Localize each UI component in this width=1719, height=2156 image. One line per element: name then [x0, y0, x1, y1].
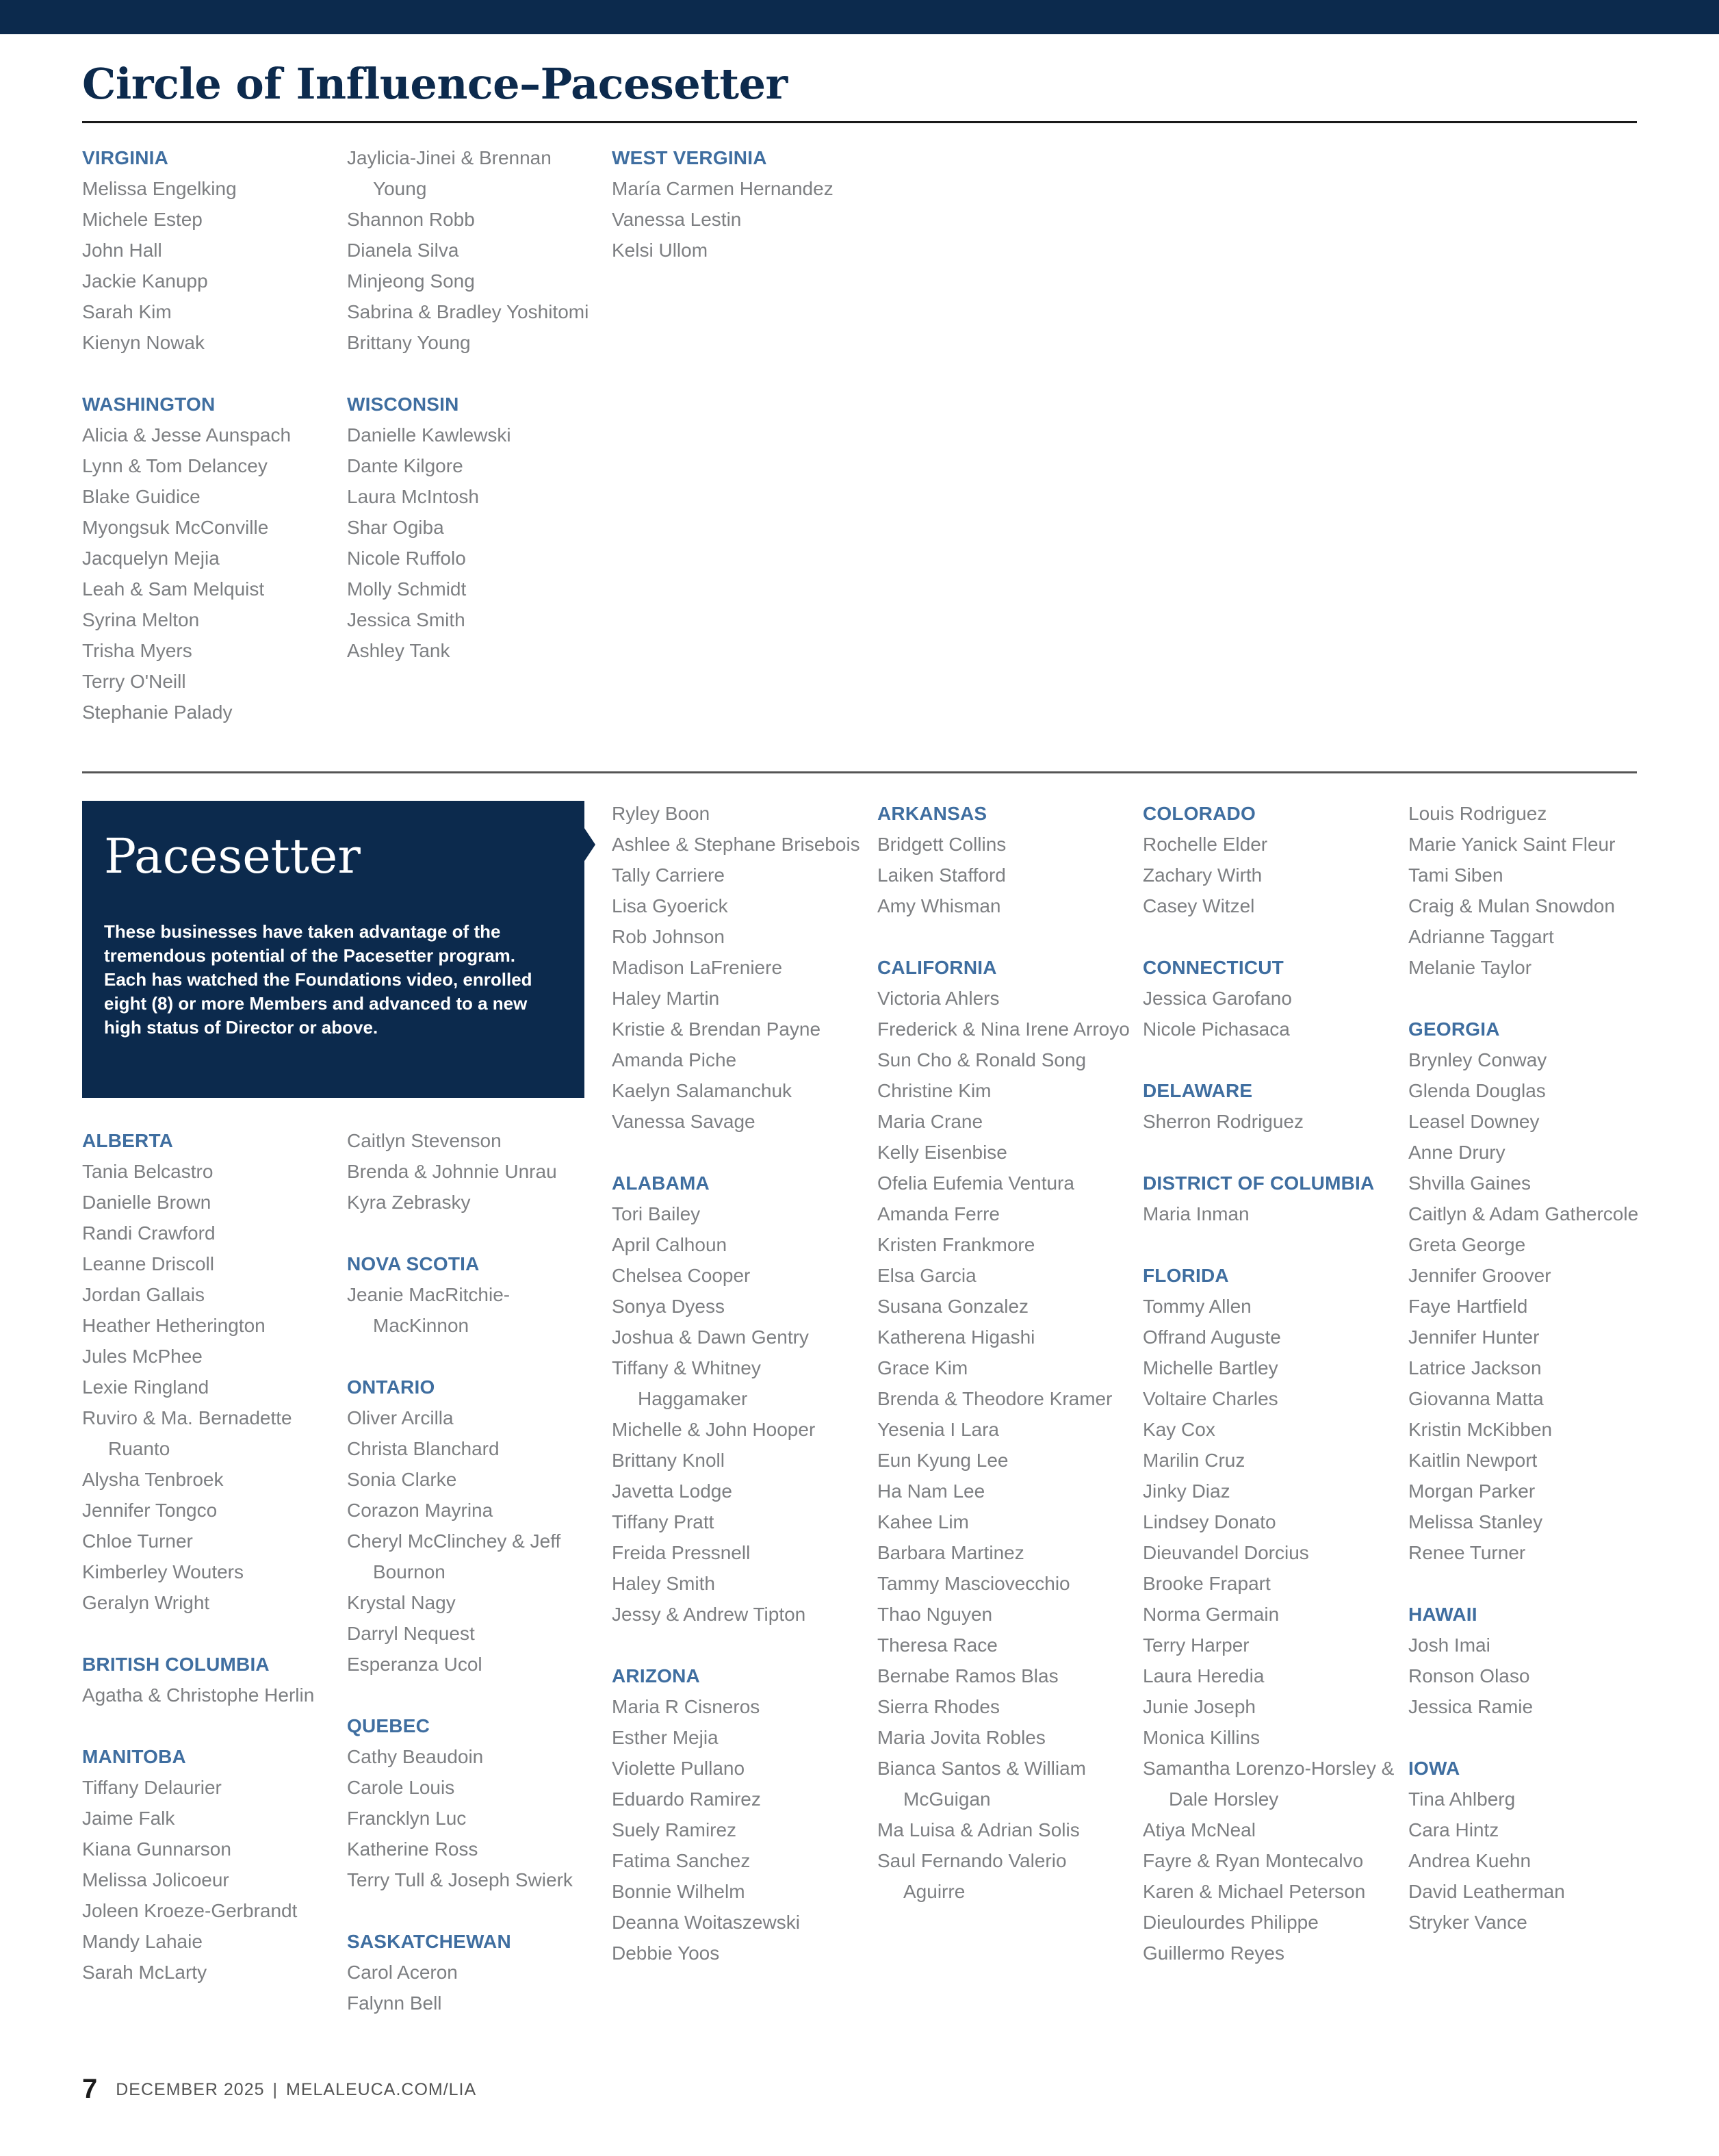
member-name: Lynn & Tom Delancey	[82, 455, 268, 476]
member-name: Caitlyn Stevenson	[347, 1130, 502, 1151]
member-name: Mandy Lahaie	[82, 1931, 203, 1952]
member-name: Laura Heredia	[1143, 1665, 1265, 1686]
member-name: Christine Kim	[877, 1080, 992, 1101]
member-name: Thao Nguyen	[877, 1604, 993, 1625]
name-list	[347, 420, 600, 666]
member-name: Lisa Gyoerick	[612, 895, 728, 916]
member-name: Giovanna Matta	[1408, 1388, 1544, 1409]
name-list	[1143, 829, 1396, 921]
name-list	[347, 1741, 600, 1895]
member-name: Terry Tull & Joseph Swierk	[347, 1869, 573, 1890]
member-name: Vanessa Savage	[612, 1111, 755, 1132]
member-name: Oliver Arcilla	[347, 1407, 454, 1428]
member-name: Josh Imai	[1408, 1634, 1490, 1656]
member-name: Samantha Lorenzo-Horsley & Dale Horsley	[1143, 1758, 1395, 1810]
member-name: Amanda Ferre	[877, 1203, 1000, 1224]
name-list	[1143, 983, 1396, 1044]
member-name: Jacquelyn Mejia	[82, 548, 220, 569]
circle-column-1	[82, 142, 335, 758]
member-name: Casey Witzel	[1143, 895, 1255, 916]
name-list	[1143, 1106, 1396, 1137]
member-name: Maria R Cisneros	[612, 1696, 760, 1717]
state-group	[1408, 1599, 1696, 1722]
name-list	[347, 1125, 600, 1218]
member-name: Geralyn Wright	[82, 1592, 210, 1613]
name-list	[612, 173, 865, 266]
state-group	[347, 1926, 600, 2018]
state-group	[1143, 952, 1396, 1044]
member-name: Kay Cox	[1143, 1419, 1215, 1440]
member-name: Danielle Kawlewski	[347, 424, 511, 446]
member-name: Blake Guidice	[82, 486, 201, 507]
member-name: Kiana Gunnarson	[82, 1838, 231, 1860]
member-name: Ma Luisa & Adrian Solis	[877, 1819, 1080, 1840]
member-name: Junie Joseph	[1143, 1696, 1256, 1717]
state-heading: WASHINGTON	[82, 394, 216, 415]
pacesetter-title: Pacesetter	[104, 828, 361, 884]
name-list	[82, 1772, 335, 1988]
member-name: Kaitlin Newport	[1408, 1450, 1538, 1471]
member-name: Susana Gonzalez	[877, 1296, 1029, 1317]
name-list	[877, 829, 1130, 921]
member-name: Rochelle Elder	[1143, 834, 1268, 855]
name-list	[612, 798, 865, 1137]
member-name: Tommy Allen	[1143, 1296, 1252, 1317]
member-name: Andrea Kuehn	[1408, 1850, 1531, 1871]
member-name: Lindsey Donato	[1143, 1511, 1276, 1532]
member-name: Melanie Taylor	[1408, 957, 1532, 978]
state-group	[1408, 1753, 1696, 1938]
pacesetter-column-1	[82, 1125, 335, 2018]
member-name: Jessica Smith	[347, 609, 465, 630]
member-name: Sonya Dyess	[612, 1296, 725, 1317]
state-group	[82, 1649, 335, 1710]
name-list	[82, 1156, 335, 1618]
state-group	[1408, 798, 1696, 983]
member-name: Corazon Mayrina	[347, 1500, 493, 1521]
member-name: Minjeong Song	[347, 270, 475, 292]
member-name: Rob Johnson	[612, 926, 725, 947]
member-name: Sarah Kim	[82, 301, 172, 322]
member-name: Terry O'Neill	[82, 671, 186, 692]
member-name: Victoria Ahlers	[877, 988, 1000, 1009]
member-name: Jaylicia-Jinei & Brennan Young	[347, 147, 552, 199]
member-name: Katherine Ross	[347, 1838, 478, 1860]
name-list	[347, 1402, 600, 1680]
member-name: Brittany Young	[347, 332, 471, 353]
member-name: Kimberley Wouters	[82, 1561, 244, 1582]
member-name: Michelle & John Hooper	[612, 1419, 816, 1440]
member-name: Joshua & Dawn Gentry	[612, 1326, 809, 1348]
state-heading: HAWAII	[1408, 1604, 1477, 1625]
member-name: Melissa Stanley	[1408, 1511, 1543, 1532]
name-list	[612, 1691, 865, 1968]
member-name: Brenda & Theodore Kramer	[877, 1388, 1113, 1409]
member-name: Voltaire Charles	[1143, 1388, 1278, 1409]
member-name: Krystal Nagy	[347, 1592, 456, 1613]
pacesetter-description: These businesses have taken advantage of the tremendous potential of the Pacesetter program. Each has watched the Foundations video, enrolled eight (8) or more Members and advanced to a new high status of Director or above.	[104, 921, 532, 1038]
member-name: Morgan Parker	[1408, 1480, 1536, 1502]
state-group	[612, 1660, 865, 1968]
member-name: Amy Whisman	[877, 895, 1001, 916]
member-name: Saul Fernando Valerio Aguirre	[877, 1850, 1067, 1902]
member-name: Randi Crawford	[82, 1222, 216, 1244]
state-heading: ARIZONA	[612, 1665, 700, 1686]
member-name: Ashley Tank	[347, 640, 450, 661]
member-name: Marilin Cruz	[1143, 1450, 1245, 1471]
member-name: Jessica Garofano	[1143, 988, 1292, 1009]
member-name: Bernabe Ramos Blas	[877, 1665, 1059, 1686]
member-name: Maria Crane	[877, 1111, 983, 1132]
member-name: Guillermo Reyes	[1143, 1942, 1284, 1964]
member-name: Laiken Stafford	[877, 864, 1006, 886]
member-name: Sabrina & Bradley Yoshitomi	[347, 301, 589, 322]
member-name: Tally Carriere	[612, 864, 725, 886]
member-name: Ryley Boon	[612, 803, 710, 824]
member-name: Dieuvandel Dorcius	[1143, 1542, 1309, 1563]
member-name: Zachary Wirth	[1143, 864, 1263, 886]
member-name: Offrand Auguste	[1143, 1326, 1281, 1348]
member-name: Caitlyn & Adam Gathercole	[1408, 1203, 1639, 1224]
footer-date: DECEMBER 2025	[116, 2080, 265, 2099]
member-name: Fayre & Ryan Montecalvo	[1143, 1850, 1364, 1871]
member-name: Javetta Lodge	[612, 1480, 732, 1502]
member-name: Tiffany Pratt	[612, 1511, 714, 1532]
state-heading: DISTRICT OF COLUMBIA	[1143, 1172, 1375, 1194]
state-group	[347, 1372, 600, 1680]
member-name: Tammy Masciovecchio	[877, 1573, 1070, 1594]
state-heading: WISCONSIN	[347, 394, 459, 415]
member-name: Joleen Kroeze-Gerbrandt	[82, 1900, 298, 1921]
member-name: Brynley Conway	[1408, 1049, 1547, 1070]
page-number: 7	[82, 2074, 99, 2104]
state-heading: COLORADO	[1143, 803, 1256, 824]
member-name: Jules McPhee	[82, 1346, 203, 1367]
member-name: Atiya McNeal	[1143, 1819, 1256, 1840]
member-name: Katherena Higashi	[877, 1326, 1035, 1348]
state-group	[1143, 798, 1396, 921]
state-group	[82, 142, 335, 358]
member-name: Jeanie MacRitchie-MacKinnon	[347, 1284, 510, 1336]
member-name: Kaelyn Salamanchuk	[612, 1080, 792, 1101]
member-name: Leanne Driscoll	[82, 1253, 214, 1274]
member-name: Deanna Woitaszewski	[612, 1912, 800, 1933]
state-group	[877, 952, 1130, 1907]
state-heading: IOWA	[1408, 1758, 1460, 1779]
pacesetter-column-4	[877, 798, 1130, 1938]
member-name: Kristen Frankmore	[877, 1234, 1035, 1255]
member-name: Chelsea Cooper	[612, 1265, 751, 1286]
member-name: Vanessa Lestin	[612, 209, 742, 230]
member-name: Carole Louis	[347, 1777, 455, 1798]
member-name: Bonnie Wilhelm	[612, 1881, 745, 1902]
page-footer	[82, 2074, 476, 2105]
member-name: Tania Belcastro	[82, 1161, 214, 1182]
member-name: Tami Siben	[1408, 864, 1503, 886]
member-name: Louis Rodriguez	[1408, 803, 1547, 824]
state-heading: GEORGIA	[1408, 1018, 1500, 1040]
member-name: Carol Aceron	[347, 1962, 458, 1983]
top-color-bar	[0, 0, 1719, 34]
member-name: Freida Pressnell	[612, 1542, 751, 1563]
member-name: Barbara Martinez	[877, 1542, 1024, 1563]
member-name: Lexie Ringland	[82, 1376, 209, 1398]
pacesetter-column-3	[612, 798, 865, 1999]
member-name: Jennifer Groover	[1408, 1265, 1551, 1286]
member-name: Nicole Pichasaca	[1143, 1018, 1290, 1040]
state-heading: CONNECTICUT	[1143, 957, 1284, 978]
state-group	[82, 1741, 335, 1988]
pacesetter-column-6	[1408, 798, 1696, 1968]
member-name: John Hall	[82, 240, 162, 261]
member-name: Molly Schmidt	[347, 578, 467, 600]
pacesetter-column-5	[1143, 798, 1396, 1999]
name-list	[347, 1279, 600, 1341]
member-name: Dianela Silva	[347, 240, 459, 261]
member-name: Alysha Tenbroek	[82, 1469, 224, 1490]
member-name: Debbie Yoos	[612, 1942, 720, 1964]
member-name: Theresa Race	[877, 1634, 998, 1656]
member-name: Bianca Santos & William McGuigan	[877, 1758, 1087, 1810]
member-name: Tiffany Delaurier	[82, 1777, 222, 1798]
member-name: Darryl Nequest	[347, 1623, 475, 1644]
state-heading: ARKANSAS	[877, 803, 987, 824]
member-name: Stephanie Palady	[82, 702, 233, 723]
member-name: Laura McIntosh	[347, 486, 479, 507]
state-group	[612, 1168, 865, 1630]
member-name: Tori Bailey	[612, 1203, 701, 1224]
member-name: Michelle Bartley	[1143, 1357, 1278, 1378]
member-name: Syrina Melton	[82, 609, 200, 630]
member-name: Kristie & Brendan Payne	[612, 1018, 821, 1040]
member-name: Norma Germain	[1143, 1604, 1280, 1625]
member-name: Marie Yanick Saint Fleur	[1408, 834, 1616, 855]
state-group	[1143, 1075, 1396, 1137]
name-list	[1408, 1630, 1696, 1722]
member-name: Tina Ahlberg	[1408, 1788, 1516, 1810]
member-name: Jackie Kanupp	[82, 270, 208, 292]
member-name: Greta George	[1408, 1234, 1526, 1255]
state-heading: ALBERTA	[82, 1130, 174, 1151]
member-name: Melissa Jolicoeur	[82, 1869, 229, 1890]
member-name: Maria Inman	[1143, 1203, 1250, 1224]
member-name: Terry Harper	[1143, 1634, 1250, 1656]
state-heading: NOVA SCOTIA	[347, 1253, 480, 1274]
member-name: Maria Jovita Robles	[877, 1727, 1046, 1748]
member-name: Suely Ramirez	[612, 1819, 737, 1840]
member-name: Kelsi Ullom	[612, 240, 708, 261]
state-heading: MANITOBA	[82, 1746, 186, 1767]
member-name: Sarah McLarty	[82, 1962, 207, 1983]
member-name: Ruviro & Ma. Bernadette Ruanto	[82, 1407, 292, 1459]
member-name: Brooke Frapart	[1143, 1573, 1271, 1594]
state-heading: FLORIDA	[1143, 1265, 1229, 1286]
member-name: Brittany Knoll	[612, 1450, 725, 1471]
name-list	[877, 983, 1130, 1907]
member-name: Agatha & Christophe Herlin	[82, 1684, 315, 1706]
member-name: Christa Blanchard	[347, 1438, 500, 1459]
member-name: Sherron Rodriguez	[1143, 1111, 1304, 1132]
member-name: Latrice Jackson	[1408, 1357, 1542, 1378]
member-name: Fatima Sanchez	[612, 1850, 751, 1871]
member-name: Ofelia Eufemia Ventura	[877, 1172, 1074, 1194]
state-group	[347, 389, 600, 666]
name-list	[1143, 1198, 1396, 1229]
member-name: Trisha Myers	[82, 640, 192, 661]
pacesetter-column-2	[347, 1125, 600, 2049]
name-list	[1408, 1044, 1696, 1568]
member-name: Shar Ogiba	[347, 517, 444, 538]
member-name: Brenda & Johnnie Unrau	[347, 1161, 557, 1182]
member-name: Chloe Turner	[82, 1530, 193, 1552]
member-name: María Carmen Hernandez	[612, 178, 833, 199]
member-name: Bridgett Collins	[877, 834, 1007, 855]
member-name: Heather Hetherington	[82, 1315, 266, 1336]
state-group	[347, 1125, 600, 1218]
member-name: Elsa Garcia	[877, 1265, 977, 1286]
member-name: David Leatherman	[1408, 1881, 1565, 1902]
member-name: Kristin McKibben	[1408, 1419, 1553, 1440]
member-name: Jennifer Tongco	[82, 1500, 218, 1521]
member-name: Jessica Ramie	[1408, 1696, 1534, 1717]
member-name: Jessy & Andrew Tipton	[612, 1604, 806, 1625]
member-name: Dante Kilgore	[347, 455, 463, 476]
state-group	[82, 1125, 335, 1618]
member-name: Esperanza Ucol	[347, 1654, 482, 1675]
member-name: Eun Kyung Lee	[877, 1450, 1009, 1471]
member-name: April Calhoun	[612, 1234, 727, 1255]
name-list	[1408, 798, 1696, 983]
state-group	[347, 142, 600, 358]
member-name: Anne Drury	[1408, 1142, 1505, 1163]
member-name: Ashlee & Stephane Brisebois	[612, 834, 860, 855]
name-list	[82, 1680, 335, 1710]
state-group	[347, 1248, 600, 1341]
member-name: Leasel Downey	[1408, 1111, 1540, 1132]
member-name: Karen & Michael Peterson	[1143, 1881, 1366, 1902]
name-list	[1408, 1784, 1696, 1938]
state-group	[347, 1710, 600, 1895]
member-name: Glenda Douglas	[1408, 1080, 1546, 1101]
member-name: Jordan Gallais	[82, 1284, 205, 1305]
member-name: Jennifer Hunter	[1408, 1326, 1540, 1348]
state-heading: BRITISH COLUMBIA	[82, 1654, 270, 1675]
member-name: Madison LaFreniere	[612, 957, 783, 978]
name-list	[347, 142, 600, 358]
state-group	[612, 142, 865, 266]
member-name: Ha Nam Lee	[877, 1480, 985, 1502]
state-heading: SASKATCHEWAN	[347, 1931, 511, 1952]
member-name: Falynn Bell	[347, 1992, 442, 2014]
member-name: Tiffany & Whitney Haggamaker	[612, 1357, 761, 1409]
name-list	[82, 173, 335, 358]
state-heading: DELAWARE	[1143, 1080, 1253, 1101]
member-name: Dieulourdes Philippe	[1143, 1912, 1319, 1933]
title-divider	[82, 121, 1637, 123]
member-name: Cheryl McClinchey & Jeff Bournon	[347, 1530, 561, 1582]
circle-column-2	[347, 142, 600, 697]
member-name: Cathy Beaudoin	[347, 1746, 484, 1767]
state-group	[612, 798, 865, 1137]
state-heading: VIRGINIA	[82, 147, 169, 168]
state-heading: QUEBEC	[347, 1715, 430, 1736]
member-name: Craig & Mulan Snowdon	[1408, 895, 1615, 916]
pacesetter-callout	[82, 801, 584, 1098]
member-name: Michele Estep	[82, 209, 203, 230]
state-heading: ONTARIO	[347, 1376, 435, 1398]
state-group	[1143, 1168, 1396, 1229]
member-name: Cara Hintz	[1408, 1819, 1499, 1840]
footer-separator: |	[272, 2080, 278, 2099]
state-group	[82, 389, 335, 728]
member-name: Myongsuk McConville	[82, 517, 269, 538]
circle-column-3	[612, 142, 865, 296]
member-name: Grace Kim	[877, 1357, 968, 1378]
member-name: Haley Smith	[612, 1573, 715, 1594]
member-name: Danielle Brown	[82, 1192, 211, 1213]
member-name: Shannon Robb	[347, 209, 475, 230]
footer-site-link[interactable]: MELALEUCA.COM/LIA	[286, 2080, 477, 2099]
state-group	[1408, 1014, 1696, 1568]
member-name: Stryker Vance	[1408, 1912, 1527, 1933]
member-name: Alicia & Jesse Aunspach	[82, 424, 292, 446]
state-group	[877, 798, 1130, 921]
member-name: Frederick & Nina Irene Arroyo	[877, 1018, 1130, 1040]
member-name: Kienyn Nowak	[82, 332, 205, 353]
page-title: Circle of Influence–Pacesetter	[82, 59, 788, 109]
member-name: Renee Turner	[1408, 1542, 1526, 1563]
member-name: Kahee Lim	[877, 1511, 969, 1532]
state-heading: WEST VERGINIA	[612, 147, 767, 168]
member-name: Shvilla Gaines	[1408, 1172, 1531, 1194]
member-name: Francklyn Luc	[347, 1808, 467, 1829]
member-name: Melissa Engelking	[82, 178, 237, 199]
member-name: Amanda Piche	[612, 1049, 737, 1070]
member-name: Monica Killins	[1143, 1727, 1261, 1748]
state-heading: CALIFORNIA	[877, 957, 997, 978]
member-name: Esther Mejia	[612, 1727, 719, 1748]
member-name: Kyra Zebrasky	[347, 1192, 471, 1213]
name-list	[1143, 1291, 1396, 1968]
section-divider	[82, 771, 1637, 773]
member-name: Haley Martin	[612, 988, 720, 1009]
member-name: Adrianne Taggart	[1408, 926, 1554, 947]
member-name: Yesenia I Lara	[877, 1419, 999, 1440]
member-name: Eduardo Ramirez	[612, 1788, 761, 1810]
member-name: Kelly Eisenbise	[877, 1142, 1007, 1163]
name-list	[347, 1957, 600, 2018]
name-list	[612, 1198, 865, 1630]
state-group	[1143, 1260, 1396, 1968]
member-name: Sonia Clarke	[347, 1469, 457, 1490]
member-name: Jaime Falk	[82, 1808, 175, 1829]
member-name: Violette Pullano	[612, 1758, 745, 1779]
member-name: Jinky Diaz	[1143, 1480, 1230, 1502]
member-name: Leah & Sam Melquist	[82, 578, 265, 600]
member-name: Ronson Olaso	[1408, 1665, 1530, 1686]
member-name: Nicole Ruffolo	[347, 548, 466, 569]
member-name: Sierra Rhodes	[877, 1696, 1000, 1717]
member-name: Sun Cho & Ronald Song	[877, 1049, 1087, 1070]
name-list	[82, 420, 335, 728]
state-heading: ALABAMA	[612, 1172, 710, 1194]
member-name: Faye Hartfield	[1408, 1296, 1528, 1317]
